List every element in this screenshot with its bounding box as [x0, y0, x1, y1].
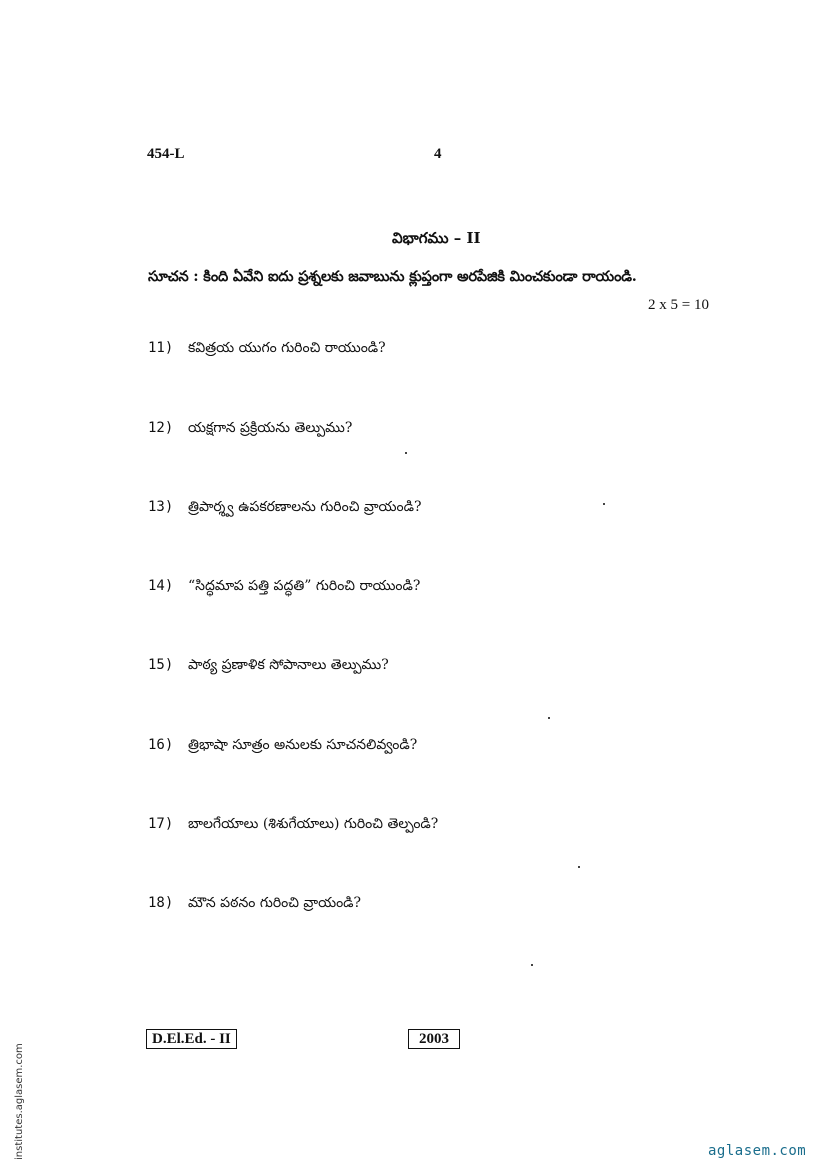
- scan-speck: [548, 717, 550, 719]
- question-item: [148, 499, 422, 518]
- question-item: [148, 657, 389, 676]
- question-item: [148, 737, 417, 756]
- question-text: త్రిపార్శ్వ ఉపకరణాలను గురించి వ్రాయండి?: [188, 499, 422, 515]
- question-number: 13): [148, 499, 174, 515]
- question-text: బాలగేయాలు (శిశుగేయాలు) గురించి తెల్పండి?: [188, 816, 439, 832]
- question-number: 12): [148, 420, 174, 436]
- scan-speck: [405, 452, 407, 454]
- question-number: 11): [148, 340, 174, 356]
- question-number: 17): [148, 816, 174, 832]
- scan-speck: [603, 503, 605, 505]
- question-item: [148, 578, 420, 597]
- question-number: 14): [148, 578, 174, 594]
- year-label: 2003: [408, 1029, 460, 1049]
- scan-speck: [531, 964, 533, 966]
- course-label: D.El.Ed. - II: [146, 1029, 237, 1049]
- question-item: [148, 816, 438, 835]
- section-title: విభాగము – II: [392, 229, 481, 247]
- question-item: [148, 895, 361, 914]
- question-item: [148, 340, 386, 359]
- question-text: మౌన పఠనం గురించి వ్రాయండి?: [188, 895, 362, 911]
- question-number: 15): [148, 657, 174, 673]
- question-number: 18): [148, 895, 174, 911]
- corner-watermark: aglasem.com: [708, 1143, 807, 1159]
- instruction-text: సూచన : కింది ఏవేని ఐదు ప్రశ్నలకు జవాబును క్లుప్తంగా అరపేజికి మించకుండా రాయండి.: [148, 268, 637, 285]
- question-text: “సిద్ధమాప పత్తి పద్ధతి” గురించి రాయుండి?: [188, 578, 421, 594]
- page-number: 4: [434, 146, 442, 162]
- question-number: 16): [148, 737, 174, 753]
- marks-scheme: 2 x 5 = 10: [648, 297, 709, 313]
- side-watermark: institutes.aglasem.com: [14, 1043, 25, 1160]
- paper-code: 454-L: [147, 146, 185, 162]
- question-text: కవిత్రయ యుగం గురించి రాయుండి?: [188, 340, 386, 356]
- question-text: త్రిభాషా సూత్రం అనులకు సూచనలివ్వండి?: [188, 737, 418, 753]
- question-text: యక్షగాన ప్రక్రియను తెల్పుము?: [188, 420, 353, 436]
- question-text: పాఠ్య ప్రణాళిక సోపానాలు తెల్పుము?: [188, 657, 389, 673]
- question-item: [148, 420, 352, 439]
- scan-speck: [578, 866, 580, 868]
